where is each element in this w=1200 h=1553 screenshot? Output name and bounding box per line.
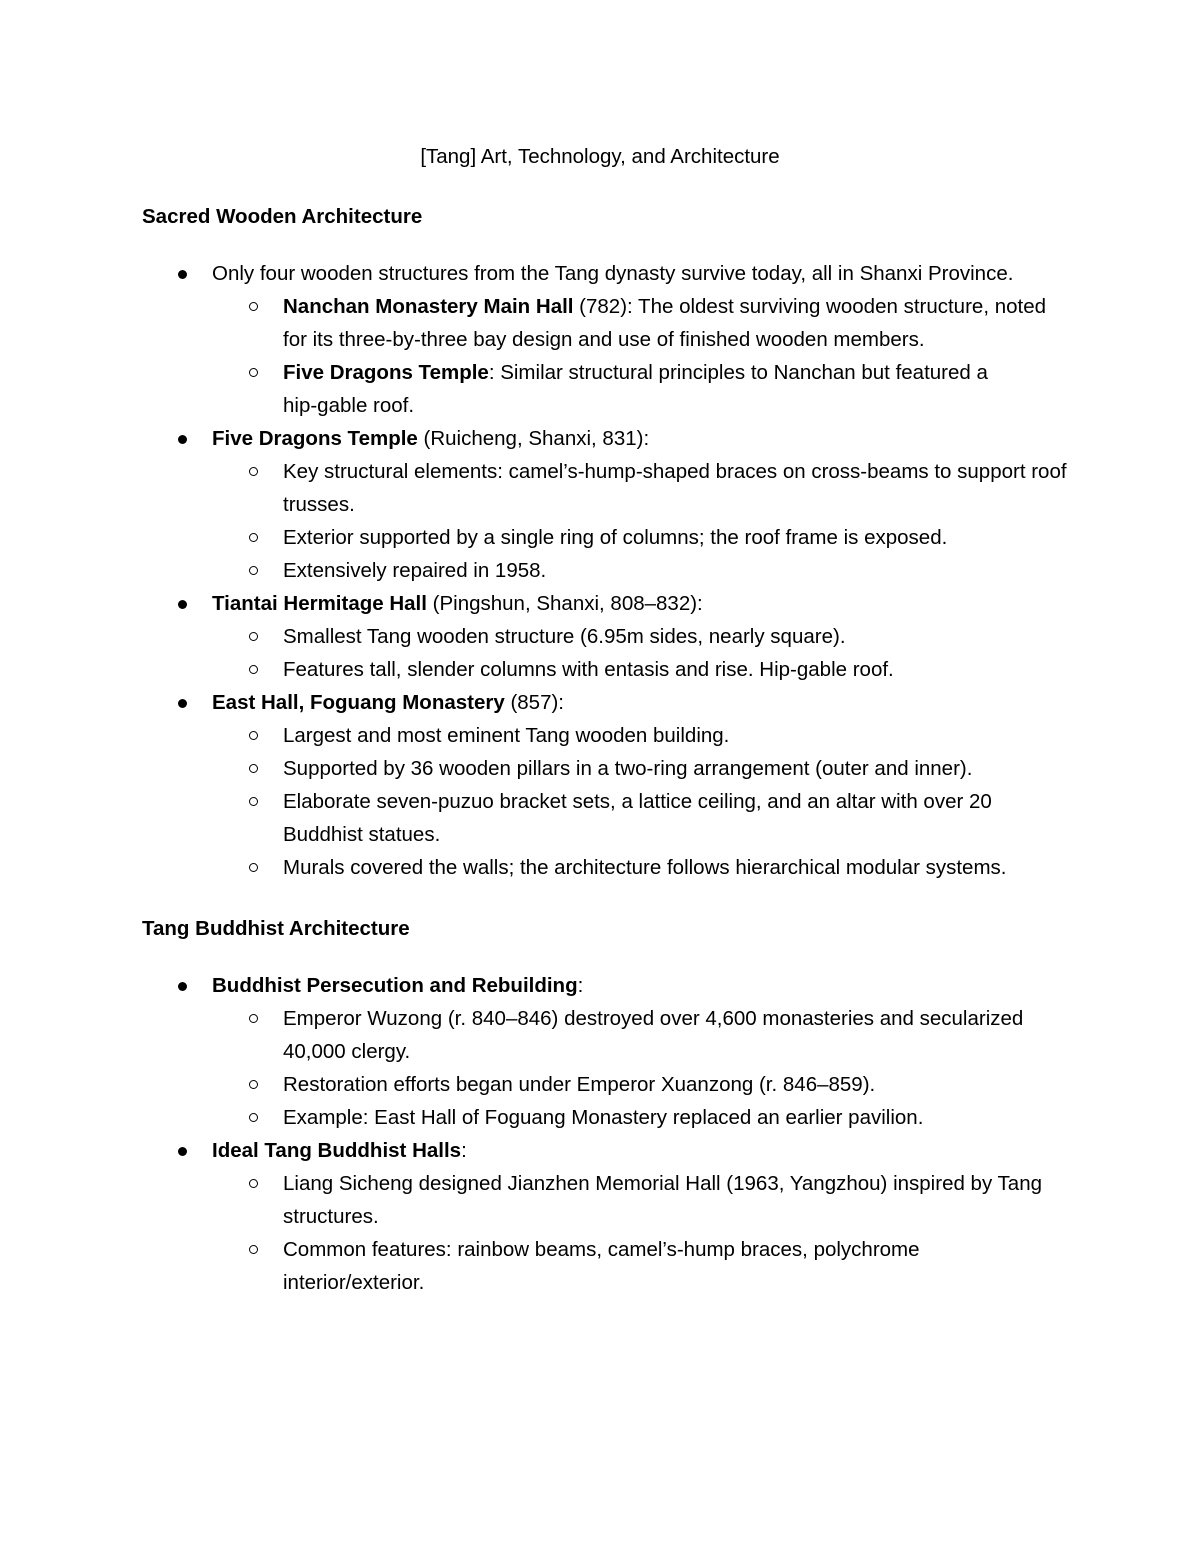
circle-bullet-icon bbox=[249, 1179, 258, 1188]
sub-list-item: Extensively repaired in 1958. bbox=[0, 554, 1200, 587]
sub-list bbox=[212, 719, 1200, 884]
list-item: East Hall, Foguang Monastery (857): Largest and most eminent Tang wooden building. Supported by 36 wooden pillars in a two-ring arrangement (outer and inner). Elaborate seven-puzuo bracket sets, a lattice ceiling, and an altar with over 20 Buddhist statues. Murals covered the walls; the architecture follows hierarchical modular systems. bbox=[0, 686, 1200, 884]
circle-bullet-icon bbox=[249, 764, 258, 773]
circle-bullet-icon bbox=[249, 797, 258, 806]
bullet-icon bbox=[178, 600, 187, 609]
list-item: Tiantai Hermitage Hall (Pingshun, Shanxi, 808–832): Smallest Tang wooden structure (6.95m sides, nearly square). Features tall, slender columns with entasis and rise. Hip-gable roof. bbox=[0, 587, 1200, 686]
sub-list bbox=[212, 620, 1200, 686]
sub-list-item: Smallest Tang wooden structure (6.95m sides, nearly square). bbox=[0, 620, 1200, 653]
bullet-icon bbox=[178, 1147, 187, 1156]
sub-list-item: Largest and most eminent Tang wooden building. bbox=[0, 719, 1200, 752]
circle-bullet-icon bbox=[249, 467, 258, 476]
circle-bullet-icon bbox=[249, 665, 258, 674]
section-heading: Tang Buddhist Architecture bbox=[142, 917, 410, 940]
circle-bullet-icon bbox=[249, 632, 258, 641]
sub-list-item: Common features: rainbow beams, camel’s-hump braces, polychrome interior/exterior. bbox=[0, 1233, 1200, 1299]
sub-list bbox=[212, 1167, 1200, 1299]
bullet-icon bbox=[178, 982, 187, 991]
bullet-icon bbox=[178, 435, 187, 444]
sub-list-item: Liang Sicheng designed Jianzhen Memorial Hall (1963, Yangzhou) inspired by Tang structures. bbox=[0, 1167, 1200, 1233]
sub-list-item: Features tall, slender columns with entasis and rise. Hip-gable roof. bbox=[0, 653, 1200, 686]
circle-bullet-icon bbox=[249, 302, 258, 311]
sub-list-item: Nanchan Monastery Main Hall (782): The oldest surviving wooden structure, noted for its three-by-three bay design and use of finished wooden members. bbox=[0, 290, 1200, 356]
sub-list bbox=[212, 290, 1200, 422]
circle-bullet-icon bbox=[249, 533, 258, 542]
circle-bullet-icon bbox=[249, 566, 258, 575]
circle-bullet-icon bbox=[249, 1245, 258, 1254]
list-item: Buddhist Persecution and Rebuilding: Emperor Wuzong (r. 840–846) destroyed over 4,600 monasteries and secularized 40,000 clergy. Restoration efforts began under Emperor Xuanzong (r. 846–859). Example: East Hall of Foguang Monastery replaced an earlier pavilion. bbox=[0, 969, 1200, 1134]
bullet-icon bbox=[178, 699, 187, 708]
sub-list-item: Five Dragons Temple: Similar structural principles to Nanchan but featured a hip-gable roof. bbox=[0, 356, 1200, 422]
page-title: [Tang] Art, Technology, and Architecture bbox=[420, 145, 780, 168]
circle-bullet-icon bbox=[249, 368, 258, 377]
circle-bullet-icon bbox=[249, 1113, 258, 1122]
sub-list bbox=[212, 1002, 1200, 1134]
sub-list-item: Example: East Hall of Foguang Monastery replaced an earlier pavilion. bbox=[0, 1101, 1200, 1134]
sub-list-item: Murals covered the walls; the architecture follows hierarchical modular systems. bbox=[0, 851, 1200, 884]
sub-list-item: Emperor Wuzong (r. 840–846) destroyed over 4,600 monasteries and secularized 40,000 clergy. bbox=[0, 1002, 1200, 1068]
bullet-list bbox=[0, 969, 1200, 1299]
sub-list-item: Exterior supported by a single ring of columns; the roof frame is exposed. bbox=[0, 521, 1200, 554]
bullet-list bbox=[0, 257, 1200, 884]
sub-list-item: Key structural elements: camel’s-hump-shaped braces on cross-beams to support roof trusses. bbox=[0, 455, 1200, 521]
sub-list-item: Restoration efforts began under Emperor Xuanzong (r. 846–859). bbox=[0, 1068, 1200, 1101]
sub-list-item: Elaborate seven-puzuo bracket sets, a lattice ceiling, and an altar with over 20 Buddhist statues. bbox=[0, 785, 1200, 851]
list-item: Five Dragons Temple (Ruicheng, Shanxi, 831): Key structural elements: camel’s-hump-shaped braces on cross-beams to support roof trusses. Exterior supported by a single ring of columns; the roof frame is exposed. Extensively repaired in 1958. bbox=[0, 422, 1200, 587]
section-heading: Sacred Wooden Architecture bbox=[142, 205, 423, 228]
bullet-icon bbox=[178, 270, 187, 279]
list-item: Ideal Tang Buddhist Halls: Liang Sicheng designed Jianzhen Memorial Hall (1963, Yangzhou) inspired by Tang structures. Common features: rainbow beams, camel’s-hump braces, polychrome interior/exterior. bbox=[0, 1134, 1200, 1299]
sub-list bbox=[212, 455, 1200, 587]
circle-bullet-icon bbox=[249, 1014, 258, 1023]
list-item: Only four wooden structures from the Tang dynasty survive today, all in Shanxi Province. Nanchan Monastery Main Hall (782): The oldest surviving wooden structure, noted for its three-by-three bay design and use of finished wooden members. Five Dragons Temple: Similar structural principles to Nanchan but featured a hip-gable roof. bbox=[0, 257, 1200, 422]
sub-list-item: Supported by 36 wooden pillars in a two-ring arrangement (outer and inner). bbox=[0, 752, 1200, 785]
circle-bullet-icon bbox=[249, 1080, 258, 1089]
circle-bullet-icon bbox=[249, 731, 258, 740]
circle-bullet-icon bbox=[249, 863, 258, 872]
